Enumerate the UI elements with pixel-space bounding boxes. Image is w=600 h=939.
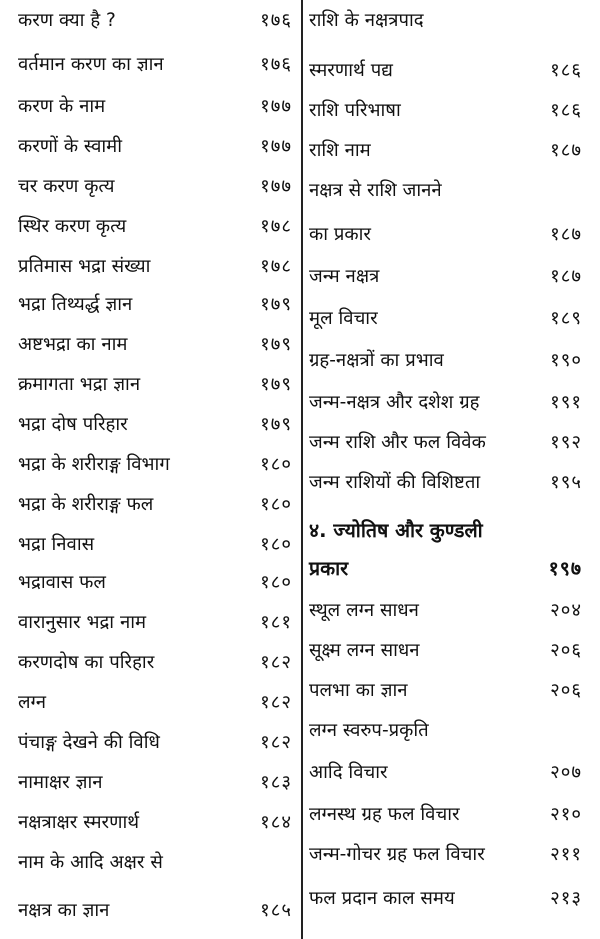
toc-entry (0, 330, 296, 360)
toc-entry (0, 896, 296, 926)
toc-entry-page: १७९ (260, 294, 292, 315)
toc-entry (307, 428, 600, 458)
toc-entry (0, 728, 296, 758)
toc-entry-page: १८२ (260, 652, 292, 673)
toc-entry (0, 50, 296, 80)
toc-entry (307, 676, 600, 706)
toc-entry-page: १७८ (260, 216, 292, 237)
toc-entry-title: करणदोष का परिहार (18, 652, 155, 673)
toc-entry-page: २०७ (550, 762, 582, 783)
toc-entry-page: १७९ (260, 374, 292, 395)
toc-entry-title: नक्षत्र से राशि जानने (309, 180, 442, 201)
toc-entry (0, 490, 296, 520)
toc-entry (307, 346, 600, 376)
toc-entry-title: नक्षत्राक्षर स्मरणार्थ (18, 812, 140, 833)
toc-entry-title: प्रकार (309, 557, 349, 580)
toc-entry-title: स्थूल लग्न साधन (309, 600, 419, 621)
toc-entry (307, 468, 600, 498)
toc-entry (307, 6, 600, 36)
toc-entry-page: १७९ (260, 414, 292, 435)
toc-entry-page: १८० (260, 454, 292, 475)
toc-entry-title: का प्रकार (309, 224, 371, 245)
toc-entry-page: १७६ (260, 10, 292, 31)
toc-entry (0, 848, 296, 878)
toc-entry (307, 176, 600, 206)
toc-entry-title: करण क्या है ? (18, 10, 116, 31)
toc-entry-page: १७६ (260, 54, 292, 75)
toc-entry-page: १७७ (260, 136, 292, 157)
toc-entry (0, 290, 296, 320)
toc-entry (307, 884, 600, 914)
toc-entry-title: भद्रा के शरीराङ्ग विभाग (18, 454, 170, 475)
toc-entry-title: नामाक्षर ज्ञान (18, 772, 103, 793)
toc-entry-title: पलभा का ज्ञान (309, 680, 408, 701)
toc-entry-title: क्रमागता भद्रा ज्ञान (18, 374, 141, 395)
toc-entry-page: २११ (550, 844, 582, 865)
toc-entry-page: १८३ (260, 772, 292, 793)
toc-entry-title: जन्म नक्षत्र (309, 266, 380, 287)
toc-entry (0, 370, 296, 400)
toc-entry (307, 56, 600, 86)
toc-entry-page: १७७ (260, 176, 292, 197)
toc-entry (0, 648, 296, 678)
toc-entry (307, 840, 600, 870)
toc-entry-page: १७७ (260, 96, 292, 117)
toc-entry (307, 554, 600, 584)
toc-entry-title: चर करण कृत्य (18, 176, 115, 197)
toc-entry (307, 96, 600, 126)
toc-entry-title: राशि परिभाषा (309, 100, 401, 121)
toc-entry-page: १८० (260, 534, 292, 555)
toc-entry-title: मूल विचार (309, 308, 378, 329)
toc-entry-page: १९२ (550, 432, 582, 453)
toc-entry-title: स्थिर करण कृत्य (18, 216, 127, 237)
toc-entry (307, 716, 600, 746)
toc-entry (307, 262, 600, 292)
toc-entry (307, 220, 600, 250)
toc-entry (0, 768, 296, 798)
toc-left-column (0, 0, 296, 939)
toc-entry-page: २०६ (550, 680, 582, 701)
toc-entry-title: भद्रावास फल (18, 572, 106, 593)
toc-entry-page: १९० (550, 350, 582, 371)
toc-entry-title: पंचाङ्ग देखने की विधि (18, 732, 160, 753)
toc-entry-page: १८२ (260, 692, 292, 713)
toc-entry (307, 388, 600, 418)
toc-entry-page: १८७ (550, 266, 582, 287)
toc-entry (0, 92, 296, 122)
toc-entry (307, 800, 600, 830)
toc-entry-title: राशि के नक्षत्रपाद (309, 10, 424, 31)
toc-entry-title: जन्म-गोचर ग्रह फल विचार (309, 844, 485, 865)
toc-entry-page: १७९ (260, 334, 292, 355)
toc-entry-page: १८६ (550, 60, 582, 81)
toc-entry-title: करण के नाम (18, 96, 106, 117)
toc-entry-title: आदि विचार (309, 762, 388, 783)
toc-entry-page: १८१ (260, 612, 292, 633)
toc-entry-title: ४. ज्योतिष और कुण्डली (309, 519, 483, 542)
toc-entry (307, 516, 600, 546)
toc-entry-title: भद्रा दोष परिहार (18, 414, 128, 435)
toc-entry-title: करणों के स्वामी (18, 136, 123, 157)
toc-entry-page: १९१ (550, 392, 582, 413)
toc-entry (0, 410, 296, 440)
toc-entry-title: स्मरणार्थ पद्य (309, 60, 393, 81)
toc-entry-page: २१३ (550, 888, 582, 909)
toc-entry (0, 172, 296, 202)
toc-right-column (307, 0, 600, 939)
toc-entry (307, 758, 600, 788)
toc-entry (0, 808, 296, 838)
toc-entry (307, 636, 600, 666)
toc-entry-page: २०४ (550, 600, 582, 621)
column-divider (301, 0, 303, 939)
toc-entry (307, 136, 600, 166)
toc-entry-title: जन्म राशि और फल विवेक (309, 432, 486, 453)
toc-entry-page: १८४ (260, 812, 292, 833)
toc-entry-page: १८७ (550, 224, 582, 245)
toc-entry-page: २१० (550, 804, 582, 825)
toc-entry-page: १८० (260, 572, 292, 593)
toc-entry-title: जन्म राशियों की विशिष्टता (309, 472, 481, 493)
toc-entry-title: जन्म-नक्षत्र और दशेश ग्रह (309, 392, 480, 413)
toc-entry-page: १८२ (260, 732, 292, 753)
toc-entry (0, 530, 296, 560)
toc-entry-title: प्रतिमास भद्रा संख्या (18, 256, 151, 277)
toc-entry-page: १७८ (260, 256, 292, 277)
toc-entry (0, 568, 296, 598)
toc-entry (0, 6, 296, 36)
toc-entry (307, 596, 600, 626)
toc-entry (0, 608, 296, 638)
toc-entry-page: १८० (260, 494, 292, 515)
toc-entry-page: १९५ (550, 472, 582, 493)
toc-entry-title: लग्न (18, 692, 47, 713)
toc-entry-title: ग्रह-नक्षत्रों का प्रभाव (309, 350, 444, 371)
toc-entry-title: लग्न स्वरुप-प्रकृति (309, 720, 429, 741)
toc-entry (0, 132, 296, 162)
toc-entry-title: भद्रा के शरीराङ्ग फल (18, 494, 154, 515)
toc-entry (0, 688, 296, 718)
toc-entry-title: राशि नाम (309, 140, 371, 161)
toc-entry (307, 304, 600, 334)
toc-entry-page: २०६ (550, 640, 582, 661)
toc-entry-title: भद्रा तिथ्यर्द्ध ज्ञान (18, 294, 133, 315)
toc-entry-page: १८९ (550, 308, 582, 329)
toc-entry-page: १८७ (550, 140, 582, 161)
toc-entry-title: अष्टभद्रा का नाम (18, 334, 128, 355)
toc-entry-page: १९७ (548, 557, 582, 580)
toc-entry-title: भद्रा निवास (18, 534, 95, 555)
toc-entry (0, 212, 296, 242)
toc-entry (0, 252, 296, 282)
toc-entry-title: फल प्रदान काल समय (309, 888, 455, 909)
toc-entry-title: लग्नस्थ ग्रह फल विचार (309, 804, 460, 825)
toc-entry-title: वर्तमान करण का ज्ञान (18, 54, 164, 75)
toc-entry-title: सूक्ष्म लग्न साधन (309, 640, 420, 661)
toc-entry-title: वारानुसार भद्रा नाम (18, 612, 147, 633)
toc-entry-title: नक्षत्र का ज्ञान (18, 900, 110, 921)
toc-entry-page: १८५ (260, 900, 292, 921)
toc-entry (0, 450, 296, 480)
toc-entry-title: नाम के आदि अक्षर से (18, 852, 163, 873)
toc-entry-page: १८६ (550, 100, 582, 121)
